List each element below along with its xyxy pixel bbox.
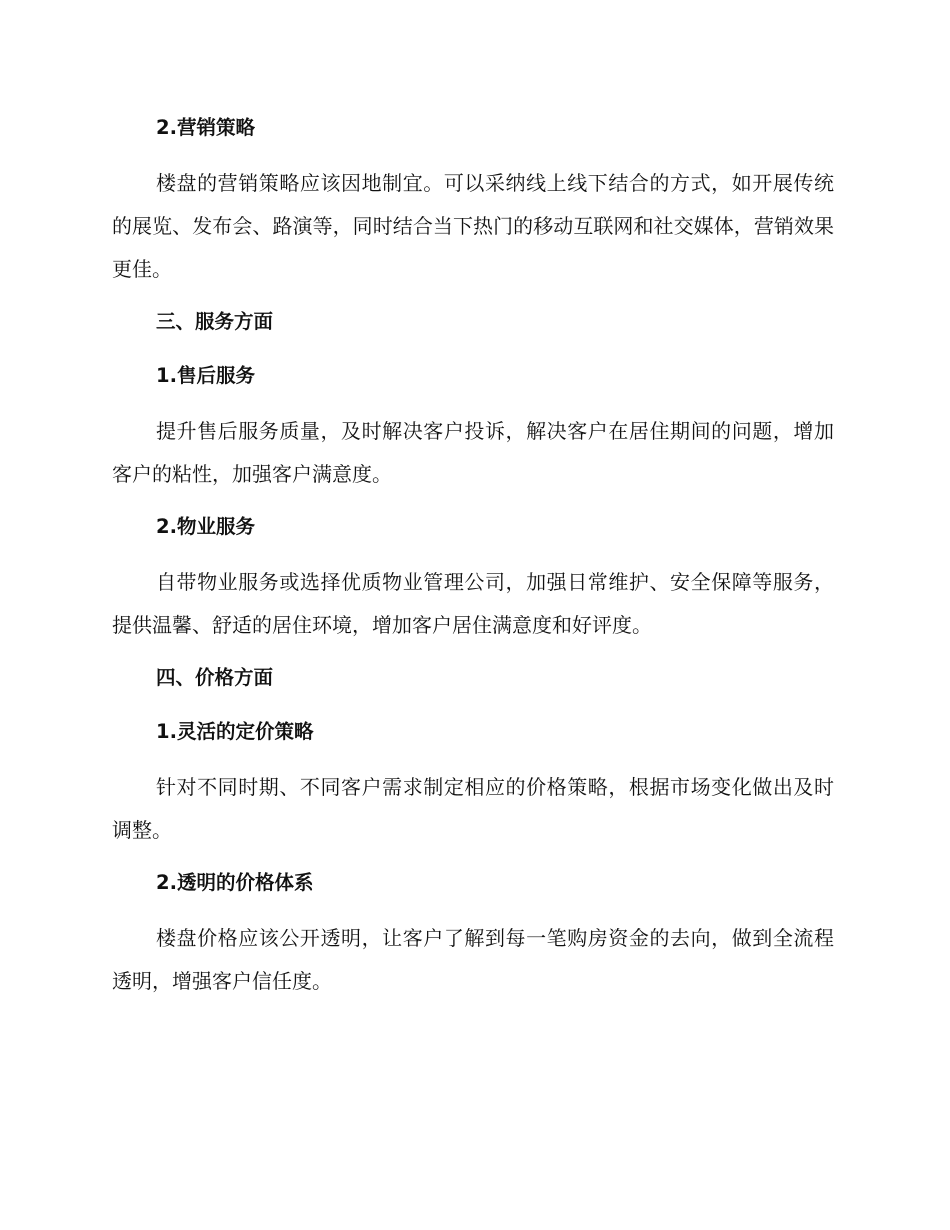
- paragraph-flexible-pricing: 针对不同时期、不同客户需求制定相应的价格策略，根据市场变化做出及时调整。: [112, 775, 834, 842]
- section-heading-price: 四、价格方面: [156, 666, 274, 689]
- document-page: [112, 108, 834, 1014]
- paragraph-property-service: 自带物业服务或选择优质物业管理公司，加强日常维护、安全保障等服务，提供温馨、舒适的居住环境，增加客户居住满意度和好评度。: [112, 570, 834, 637]
- heading-marketing-strategy: 2.营销策略: [156, 116, 255, 139]
- paragraph-after-sales-service: 提升售后服务质量，及时解决客户投诉，解决客户在居住期间的问题，增加客户的粘性，加强客户满意度。: [112, 419, 834, 486]
- paragraph-transparent-pricing: 楼盘价格应该公开透明，让客户了解到每一笔购房资金的去向，做到全流程透明，增强客户信任度。: [112, 926, 834, 993]
- heading-after-sales-service: 1.售后服务: [156, 364, 255, 387]
- heading-flexible-pricing: 1.灵活的定价策略: [156, 720, 314, 743]
- heading-transparent-pricing: 2.透明的价格体系: [156, 871, 314, 894]
- heading-property-service: 2.物业服务: [156, 515, 255, 538]
- paragraph-marketing-strategy: 楼盘的营销策略应该因地制宜。可以采纳线上线下结合的方式，如开展传统的展览、发布会、路演等，同时结合当下热门的移动互联网和社交媒体，营销效果更佳。: [112, 171, 834, 281]
- section-heading-service: 三、服务方面: [156, 310, 274, 333]
